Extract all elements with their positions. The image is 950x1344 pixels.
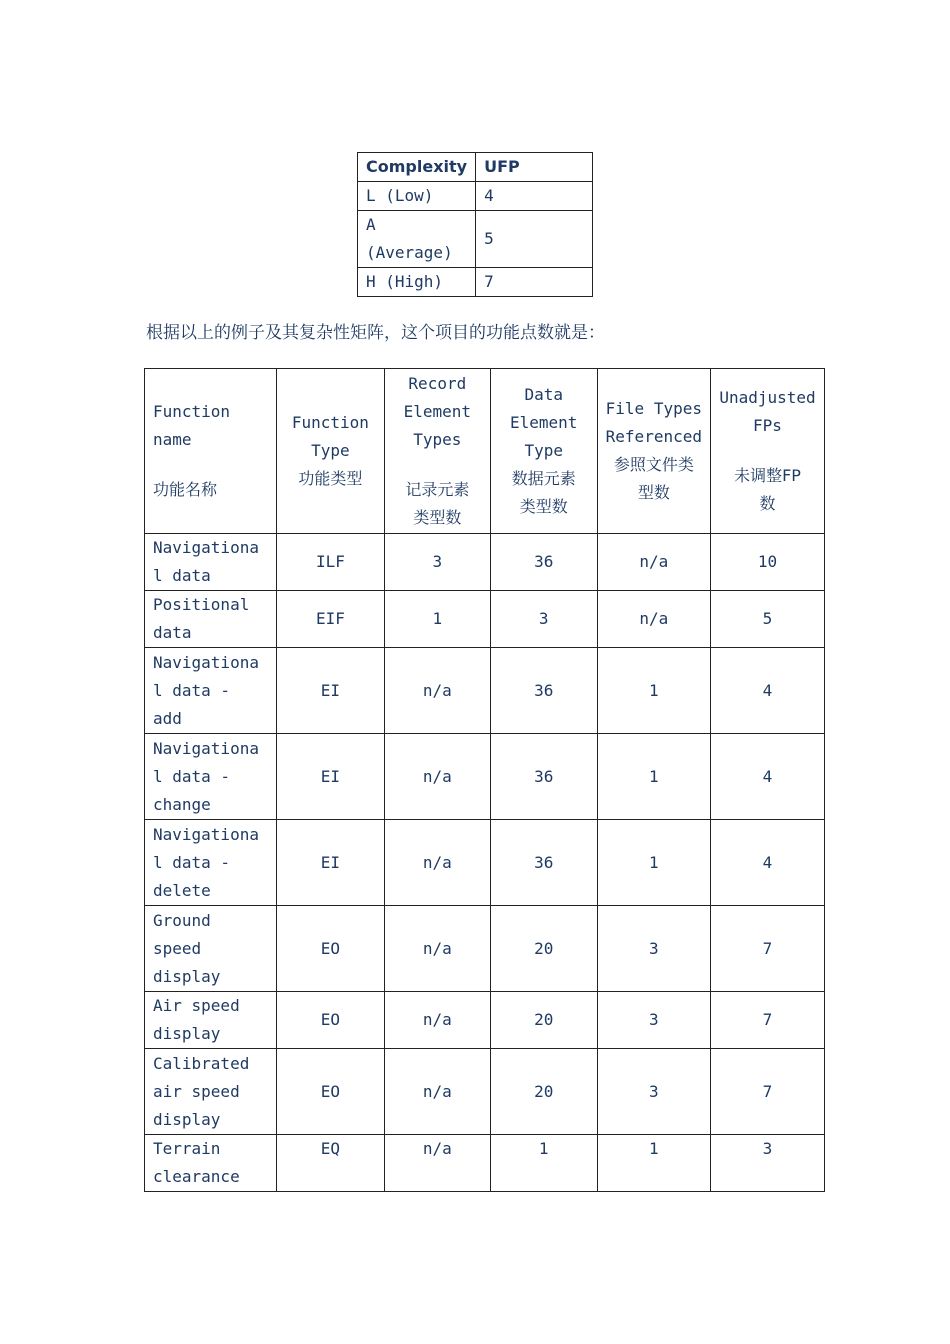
data-element-type-cell: 20: [490, 906, 597, 992]
record-element-types-cell: n/a: [384, 1049, 490, 1135]
header-text: Data: [524, 385, 563, 404]
ufp-header: UFP: [476, 153, 593, 182]
header-text: Referenced: [605, 427, 702, 446]
complexity-row: [358, 211, 593, 268]
table-row: [145, 648, 825, 734]
unadjusted-fps-cell: 7: [710, 992, 824, 1049]
file-types-referenced-cell: n/a: [597, 534, 710, 591]
unadjusted-fps-cell: 4: [710, 820, 824, 906]
function-name-line: l data: [153, 566, 211, 585]
header-text: Element: [403, 402, 472, 421]
function-type-cell: EQ: [276, 1135, 384, 1192]
function-name-line: air speed: [153, 1081, 240, 1101]
function-name-line: delete: [153, 880, 211, 900]
function-name-line: Navigationa: [153, 652, 259, 672]
header-text: Type: [311, 441, 350, 460]
function-type-cell: EO: [276, 906, 384, 992]
function-name-line: display: [153, 966, 221, 986]
record-element-types-cell: n/a: [384, 1135, 490, 1192]
header-text: FPs: [753, 416, 782, 435]
data-element-type-cell: 36: [490, 534, 597, 591]
record-element-types-cell: 3: [384, 534, 490, 591]
function-point-table: [144, 368, 825, 1192]
file-types-referenced-cell: 3: [597, 992, 710, 1049]
function-name-cell: [145, 734, 277, 820]
function-name-line: l data -: [153, 766, 231, 786]
header-unadjusted-fps: [710, 369, 824, 534]
table-row: [145, 1135, 825, 1192]
header-text-zh: 类型数: [519, 497, 568, 516]
complexity-cell: L (Low): [358, 182, 476, 211]
header-text: Record: [408, 374, 467, 393]
function-name-cell: [145, 1049, 277, 1135]
function-name-line: Navigationa: [153, 824, 259, 844]
file-types-referenced-cell: 1: [597, 1135, 710, 1192]
function-name-cell: [145, 591, 277, 648]
header-data-element-type: [490, 369, 597, 534]
header-text-zh: 类型数: [413, 508, 462, 527]
file-types-referenced-cell: 3: [597, 906, 710, 992]
table-row: [145, 992, 825, 1049]
complexity-cell: [358, 211, 476, 268]
header-text-zh: 功能类型: [298, 469, 363, 488]
table-row: [145, 534, 825, 591]
file-types-referenced-cell: 3: [597, 1049, 710, 1135]
record-element-types-cell: 1: [384, 591, 490, 648]
header-function-name: [145, 369, 277, 534]
function-name-line: add: [153, 708, 182, 728]
file-types-referenced-cell: 1: [597, 648, 710, 734]
function-name-line: Calibrated: [153, 1053, 250, 1073]
complexity-cell: H (High): [358, 268, 476, 297]
record-element-types-cell: n/a: [384, 648, 490, 734]
fp-header-row: [145, 369, 825, 534]
header-text: Type: [524, 441, 563, 460]
header-text-zh: 未调整FP: [734, 466, 801, 485]
function-name-line: data: [153, 623, 192, 642]
ufp-cell: 4: [476, 182, 593, 211]
function-name-line: Navigationa: [153, 738, 259, 758]
header-file-types-referenced: [597, 369, 710, 534]
header-text: Types: [413, 430, 462, 449]
data-element-type-cell: 3: [490, 591, 597, 648]
function-name-line: Air speed: [153, 996, 240, 1015]
function-name-line: speed: [153, 938, 202, 958]
function-name-line: l data -: [153, 852, 231, 872]
header-text: Unadjusted: [719, 388, 816, 407]
data-element-type-cell: 36: [490, 820, 597, 906]
unadjusted-fps-cell: 3: [710, 1135, 824, 1192]
header-text: Function: [153, 402, 231, 421]
function-name-cell: [145, 992, 277, 1049]
function-name-line: l data -: [153, 680, 231, 700]
function-type-cell: EI: [276, 734, 384, 820]
unadjusted-fps-cell: 7: [710, 906, 824, 992]
data-element-type-cell: 36: [490, 734, 597, 820]
function-type-cell: EIF: [276, 591, 384, 648]
record-element-types-cell: n/a: [384, 906, 490, 992]
complexity-header-row: [358, 153, 593, 182]
table-row: [145, 734, 825, 820]
function-name-cell: [145, 906, 277, 992]
intro-paragraph: 根据以上的例子及其复杂性矩阵，这个项目的功能点数就是：: [146, 323, 605, 343]
complexity-line: (Average): [366, 243, 453, 262]
data-element-type-cell: 20: [490, 992, 597, 1049]
unadjusted-fps-cell: 4: [710, 648, 824, 734]
complexity-row: [358, 268, 593, 297]
ufp-cell: 7: [476, 268, 593, 297]
function-name-cell: [145, 1135, 277, 1192]
function-name-line: change: [153, 794, 211, 814]
header-text-zh: 数据元素: [511, 469, 576, 488]
unadjusted-fps-cell: 5: [710, 591, 824, 648]
file-types-referenced-cell: 1: [597, 820, 710, 906]
header-text-zh: 数: [759, 494, 776, 513]
unadjusted-fps-cell: 4: [710, 734, 824, 820]
function-name-cell: [145, 648, 277, 734]
function-name-line: Navigationa: [153, 538, 259, 557]
header-text-zh: 功能名称: [153, 480, 218, 499]
header-text: Element: [509, 413, 578, 432]
header-text: Function: [291, 413, 369, 432]
table-row: [145, 1049, 825, 1135]
header-function-type: [276, 369, 384, 534]
data-element-type-cell: 36: [490, 648, 597, 734]
record-element-types-cell: n/a: [384, 734, 490, 820]
function-type-cell: EI: [276, 648, 384, 734]
ufp-cell: 5: [476, 211, 593, 268]
header-text-zh: 参照文件类: [613, 455, 694, 474]
record-element-types-cell: n/a: [384, 992, 490, 1049]
function-name-line: Ground: [153, 910, 211, 930]
data-element-type-cell: 20: [490, 1049, 597, 1135]
function-type-cell: EO: [276, 992, 384, 1049]
function-type-cell: ILF: [276, 534, 384, 591]
header-text: File Types: [605, 399, 702, 418]
header-record-element-types: [384, 369, 490, 534]
unadjusted-fps-cell: 10: [710, 534, 824, 591]
unadjusted-fps-cell: 7: [710, 1049, 824, 1135]
record-element-types-cell: n/a: [384, 820, 490, 906]
complexity-row: [358, 182, 593, 211]
header-text: name: [153, 430, 192, 449]
file-types-referenced-cell: 1: [597, 734, 710, 820]
function-type-cell: EO: [276, 1049, 384, 1135]
table-row: [145, 820, 825, 906]
fp-table-body: [145, 534, 825, 1192]
table-row: [145, 591, 825, 648]
function-name-line: Terrain: [153, 1139, 221, 1158]
function-name-cell: [145, 820, 277, 906]
function-name-cell: [145, 534, 277, 591]
complexity-table: [357, 152, 593, 297]
header-text-zh: 型数: [637, 483, 670, 502]
file-types-referenced-cell: n/a: [597, 591, 710, 648]
function-name-line: display: [153, 1109, 221, 1129]
function-name-line: Positional: [153, 595, 250, 614]
function-name-line: clearance: [153, 1167, 240, 1186]
function-name-line: display: [153, 1024, 221, 1043]
complexity-header: Complexity: [358, 153, 476, 182]
table-row: [145, 906, 825, 992]
header-text-zh: 记录元素: [405, 480, 470, 499]
complexity-line: A: [366, 215, 376, 234]
data-element-type-cell: 1: [490, 1135, 597, 1192]
function-type-cell: EI: [276, 820, 384, 906]
